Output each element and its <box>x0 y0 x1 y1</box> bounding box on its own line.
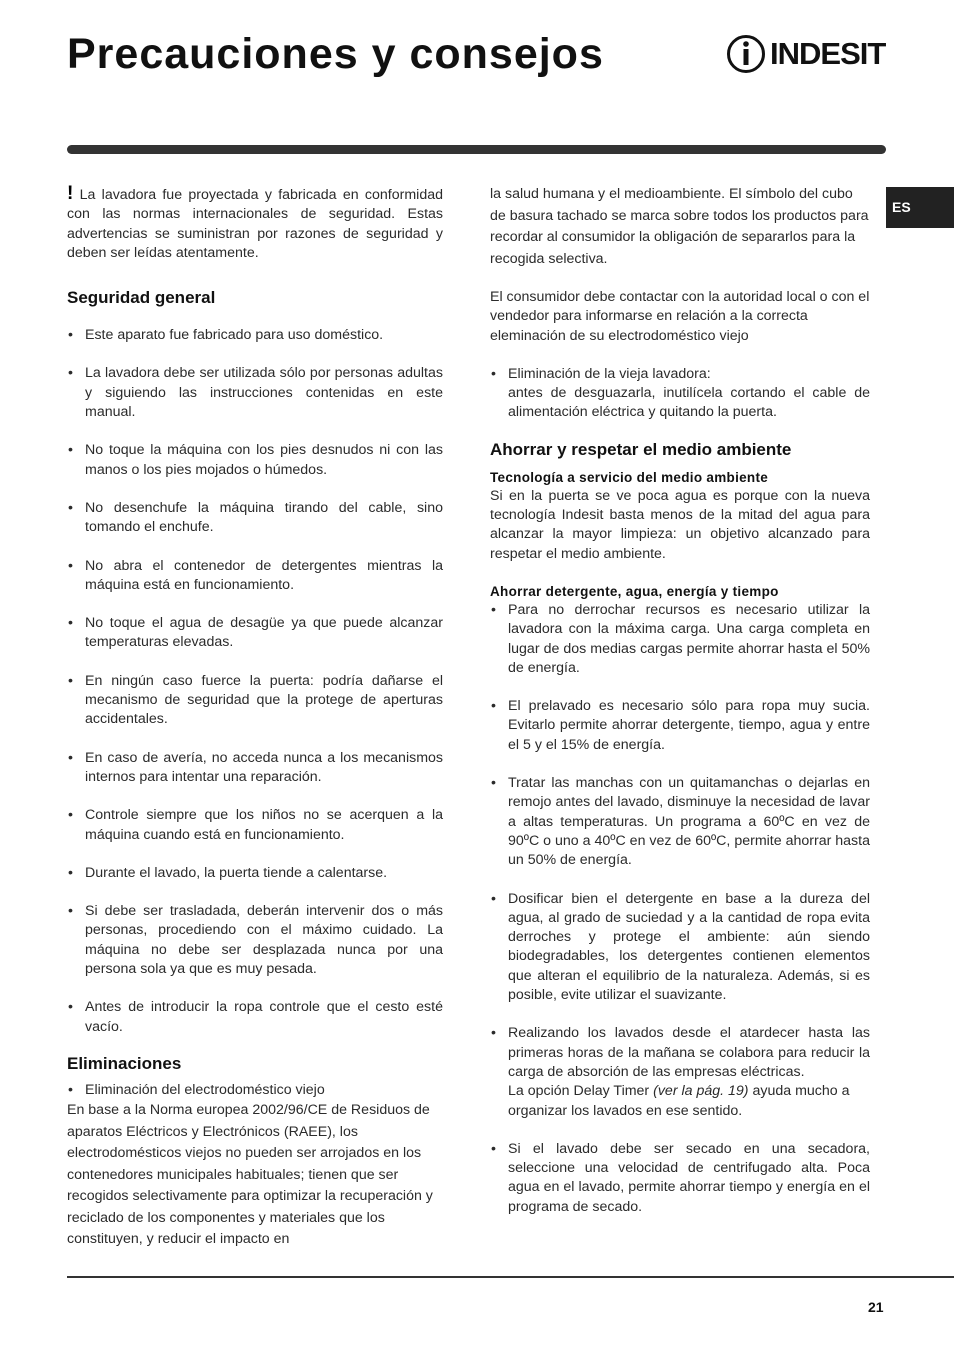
page-title: Precauciones y consejos <box>67 30 604 78</box>
section-heading-ahorrar: Ahorrar y respetar el medio ambiente <box>490 439 792 459</box>
list-item: • No toque el agua de desagüe ya que puede alcanzar temperaturas elevadas. <box>67 614 443 653</box>
list-item: • No abra el contenedor de detergentes mientras la máquina está en funcionamiento. <box>67 557 443 596</box>
right-column <box>490 184 870 1217</box>
indesit-i-icon <box>726 33 766 75</box>
list-item: • Antes de introducir la ropa controle que el cesto esté vacío. <box>67 998 443 1037</box>
list-item: • Dosificar bien el detergente en base a la dureza del agua, al grado de suciedad y a la cantidad de ropa evita derroches y protege el ambiente: aún siendo biodegradables, los detergentes contienen elementos que alteran el equilibrio de la naturaleza. Además, si es posible, evite utilizar el suavizante. <box>490 890 870 1006</box>
header-rule <box>67 145 886 154</box>
delay-timer-label: La opción Delay Timer <box>508 1083 650 1100</box>
list-item: • Para no derrochar recursos es necesario utilizar la lavadora con la máxima carga. Una carga completa en lugar de dos medias cargas permite ahorrar hasta el 50% de energía. <box>490 601 870 678</box>
raee-paragraph-continued: la salud humana y el medioambiente. El símbolo del cubo de basura tachado se marca sobre todos los productos para recordar al consumidor la obligación de separarlos para la recogida selectiva. <box>490 186 869 267</box>
section-heading-seguridad: Seguridad general <box>67 288 216 308</box>
list-item: • En caso de avería, no acceda nunca a los mecanismos internos para intentar una reparación. <box>67 749 443 788</box>
list-item: • Eliminación del electrodoméstico viejo <box>67 1081 443 1100</box>
list-item <box>490 365 870 423</box>
logo-wordmark: INDESIT <box>770 36 886 71</box>
list-item-text: antes de desguazarla, inutilícela cortando el cable de alimentación eléctrica y quitando la puerta. <box>508 385 870 421</box>
warning-mark: ! <box>67 183 74 204</box>
subheading-ahorrar: Ahorrar detergente, agua, energía y tiempo <box>490 583 779 599</box>
list-item: • En ningún caso fuerce la puerta: podría dañarse el mecanismo de seguridad que la protege de aperturas accidentales. <box>67 672 443 730</box>
list-item <box>490 1024 870 1120</box>
left-column <box>67 184 443 1251</box>
subheading-tecnologia: Tecnología a servicio del medio ambiente <box>490 469 769 485</box>
raee-paragraph: En base a la Norma europea 2002/96/CE de Residuos de aparatos Eléctricos y Electrónicos (RAEE), los electrodomésticos viejos no pueden ser arrojados en los contenedores municipales habituales; tienen que ser recogidos selectivamente para optimizar la recuperación y reciclado de los componentes y materiales que los constituyen, y reducir el impacto en <box>67 1102 433 1248</box>
list-item: • El prelavado es necesario sólo para ropa muy sucia. Evitarlo permite ahorrar detergente, tiempo, agua y entre el 5 y el 15% de energía. <box>490 697 870 755</box>
page-number: 21 <box>868 1299 884 1315</box>
list-item: • No desenchufe la máquina tirando del cable, sino tomando el enchufe. <box>67 499 443 538</box>
delay-timer-text <box>508 1082 870 1121</box>
list-item: • La lavadora debe ser utilizada sólo por personas adultas y siguiendo las instrucciones contenidas en este manual. <box>67 364 443 422</box>
list-item-title: • Eliminación de la vieja lavadora: <box>508 365 711 382</box>
list-item: • Este aparato fue fabricado para uso doméstico. <box>67 326 443 345</box>
list-item: • Si debe ser trasladada, deberán intervenir dos o más personas, procediendo con el máximo cuidado. La máquina no debe ser desplazada nunca por una persona sola ya que es muy pesada. <box>67 902 443 979</box>
list-item: • Controle siempre que los niños no se acerquen a la máquina cuando está en funcionamiento. <box>67 806 443 845</box>
list-item: • No toque la máquina con los pies desnudos ni con las manos o los pies mojados o húmedos. <box>67 441 443 480</box>
footer-rule <box>67 1276 954 1278</box>
delay-timer-tail: ayuda mucho a organizar los lavados en ese sentido. <box>508 1083 850 1119</box>
list-item: • Tratar las manchas con un quitamanchas o dejarlas en remojo antes del lavado, disminuye la necesidad de lavar a altas temperaturas. Un programa a 60ºC en vez de 90ºC o uno a 40ºC en vez de 60ºC, permite ahorrar hasta un 50% de energía. <box>490 774 870 870</box>
consumer-paragraph: El consumidor debe contactar con la autoridad local o con el vendedor para informarse en relación a la correcta eleminación de su electrodoméstico viejo <box>490 289 870 344</box>
brand-logo <box>726 33 885 75</box>
page-reference: (ver la pág. 19) <box>653 1083 749 1100</box>
list-item: • Si el lavado debe ser secado en una secadora, seleccione una velocidad de centrifugado alta. Poca agua en el lavado, permite ahorrar tiempo y energía en el programa de secado. <box>490 1140 870 1217</box>
intro-paragraph <box>67 184 443 263</box>
language-tab: ES <box>886 187 954 228</box>
list-item: • Durante el lavado, la puerta tiende a calentarse. <box>67 864 443 883</box>
list-item-text: • Realizando los lavados desde el atardecer hasta las primeras horas de la mañana se colabora para reducir la carga de absorción de las empresas eléctricas. <box>508 1025 870 1080</box>
tecnologia-paragraph: Si en la puerta se ve poca agua es porque con la nueva tecnología Indesit basta menos de la mitad del agua para alcanzar la mayor limpieza: un objetivo alcanzado para respetar el medio ambiente. <box>490 487 870 562</box>
section-heading-eliminaciones: Eliminaciones <box>67 1053 182 1073</box>
intro-text: La lavadora fue proyectada y fabricada en conformidad con las normas internacionales de seguridad. Estas advertencias se suministran por razones de seguridad y deben ser leídas atentamente. <box>67 187 443 261</box>
